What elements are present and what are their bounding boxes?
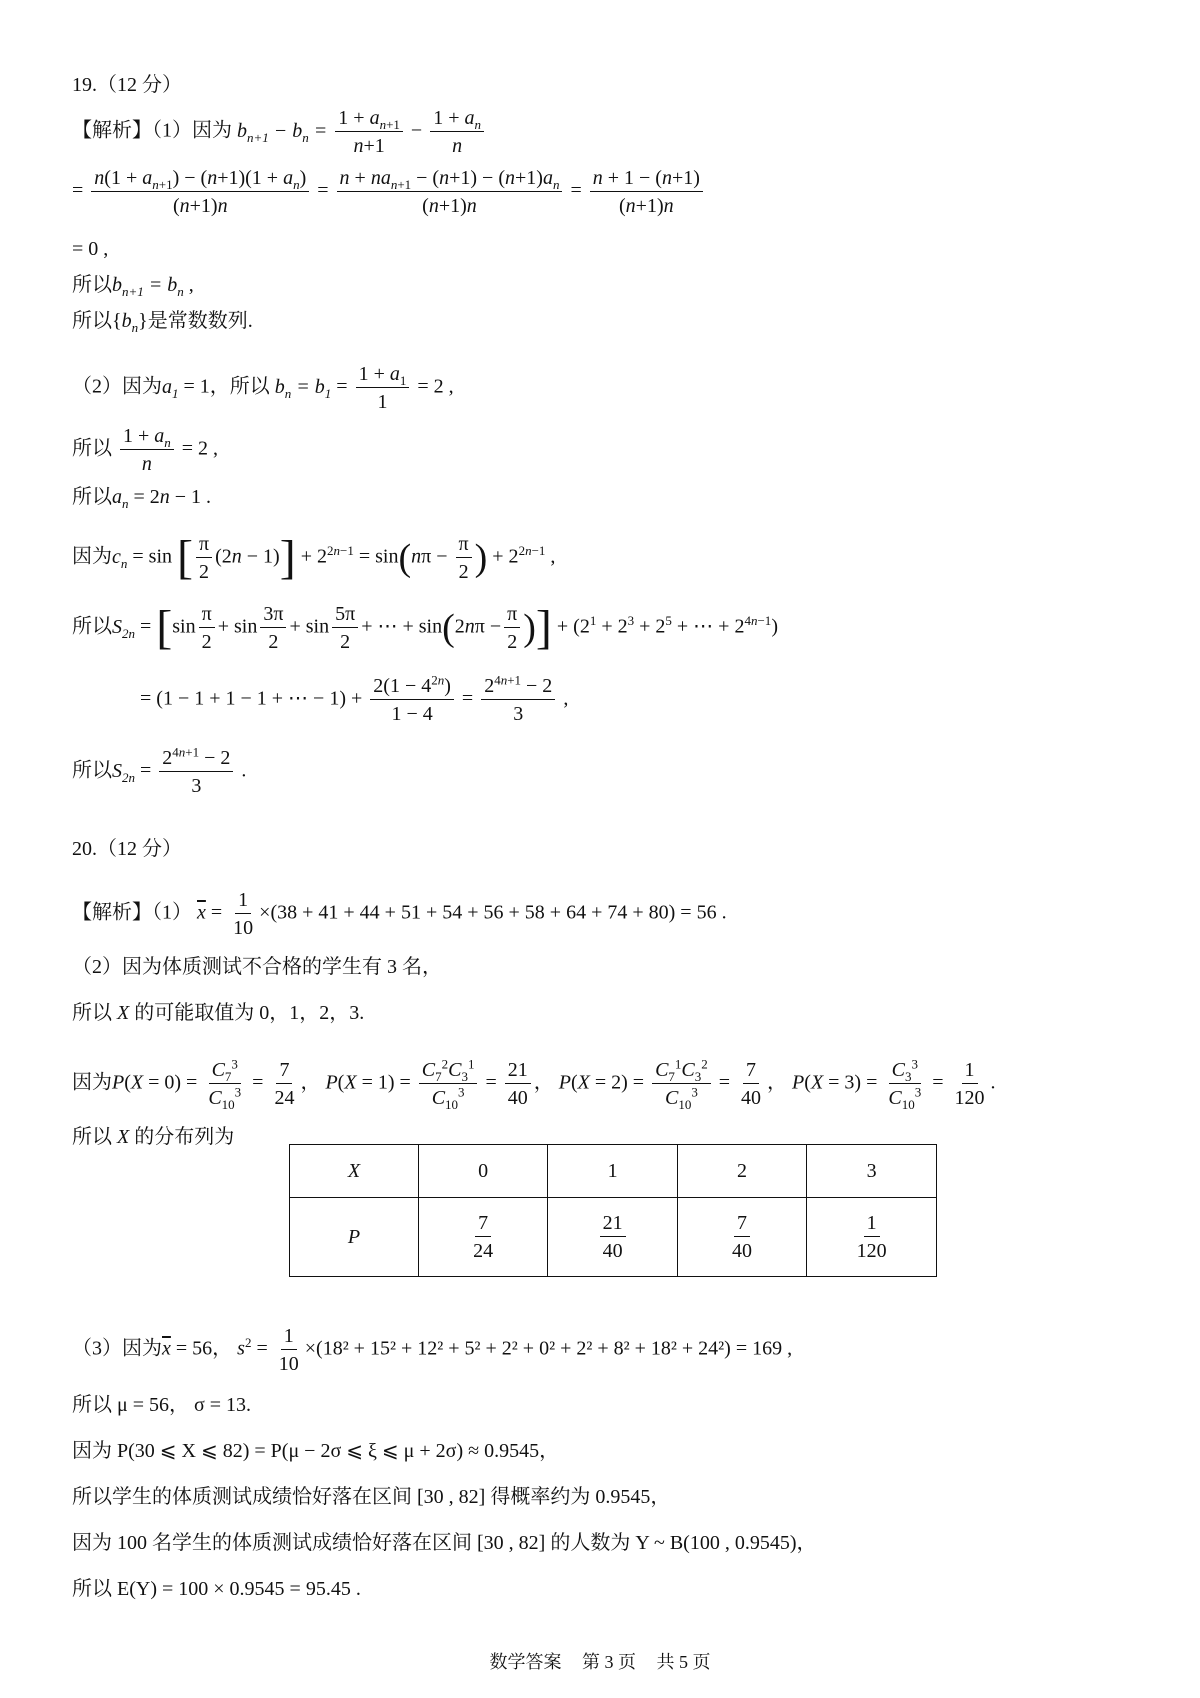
distribution-table [289, 1144, 937, 1277]
footer-page-number: 第 3 页 [582, 1652, 636, 1672]
p19-line-5: 所以$\{b_n\}$是常数数列. [72, 310, 253, 335]
table-header-cell: X [290, 1145, 419, 1198]
table-cell: 0 [418, 1145, 547, 1198]
p20-line-1: 【解析】（1） $\overline{x}$ = $\frac{1}{10}$ ×(38 + 41 + 44 + 51 + 54 + 56 + 58 + 64 + 74 + 80) = 56 . [72, 889, 727, 939]
problem-20-header: 20.（12 分） [72, 838, 182, 860]
footer-subject: 数学答案 [489, 1652, 562, 1672]
table-cell: $\frac{7}{24}$ [418, 1198, 547, 1277]
table-cell: 1 [548, 1145, 677, 1198]
table-cell: $\frac{21}{40}$ [548, 1198, 677, 1277]
fraction: $\frac{1 + a_{n+1}}{n+1}$ [335, 108, 403, 156]
p19-line-4: 所以$b_{n+1} = b_n$ , [72, 274, 194, 299]
problem-19-header: 19.（12 分） [72, 74, 182, 96]
fraction: $\frac{2^{4n+1} - 2}{3}$ [159, 748, 233, 796]
fraction: $\frac{n + 1 - (n+1)}{(n+1)n}$ [590, 168, 703, 216]
table-row [290, 1198, 937, 1277]
fraction: $\frac{1}{10}$ [233, 889, 254, 939]
p19-line-12: 所以$S_{2n}$ = $\frac{2^{4n+1} - 2}{3}$ . [72, 744, 247, 797]
page-footer [0, 1650, 1200, 1674]
p19-line-9: 因为$c_n = \sin$ [ $\frac{\pi}{2}$ $(2n - 1)] + 2^{2n-1} = \sin(n\pi$ − $\frac{\pi}{2}$ ) + $2^{2n-1}$ , [72, 531, 556, 584]
fraction: $\frac{n + na_{n+1} - (n+1) - (n+1)a_n}{(n+1)n}$ [337, 168, 563, 216]
table-cell: 3 [807, 1145, 937, 1198]
p19-line-3: = 0 , [72, 238, 109, 260]
fraction: $\frac{2^{4n+1} - 2}{3}$ [481, 676, 555, 724]
p20-line-8: 因为 P(30 ⩽ X ⩽ 82) = P(μ − 2σ ⩽ ξ ⩽ μ + 2σ) ≈ 0.9545， [72, 1440, 560, 1462]
p20-line-10: 因为 100 名学生的体质测试成绩恰好落在区间 [30 , 82] 的人数为 Y ~ B(100 , 0.9545)， [72, 1532, 817, 1554]
fraction: $\frac{1 + a_n}{n}$ [430, 108, 484, 156]
table-header-cell: P [290, 1198, 419, 1277]
p20-line-9: 所以学生的体质测试成绩恰好落在区间 [30 , 82] 得概率约为 0.9545， [72, 1486, 671, 1508]
fraction: $\frac{1 + a_n}{n}$ [120, 426, 174, 474]
fraction: $\frac{1 + a_1}{1}$ [356, 364, 410, 412]
footer-total-pages: 共 5 页 [656, 1652, 711, 1672]
p20-line-2: （2）因为体质测试不合格的学生有 3 名， [72, 956, 442, 978]
p19-line-6: （2）因为$a_1 = 1$，所以 $b_n = b_1$ = $\frac{1 + a_1}{1}$ = 2 , [72, 363, 454, 413]
p19-line-10: 所以$S_{2n} = [\sin$ $\frac{\pi}{2}$ + sin $\frac{3\pi}{2}$ + sin $\frac{5\pi}{2}$ + ⋯ + sin(2nπ − $\frac{\pi}{2}$ )] + ($2^1 + 2^3 + 2^5$ + ⋯ + $2^{4n-1}$) [72, 601, 778, 654]
p20-line-6: （3）因为$\overline{x} = 56$， $s^2$ = $\frac{1}{10}$ ×(18² + 15² + 12² + 5² + 2² + 0² + 2² + 8² + 18² + 24²) = 169 , [72, 1325, 793, 1375]
table-cell: 2 [677, 1145, 806, 1198]
p19-line-1: 【解析】（1）因为 $b_{n+1} - b_n$ = $\frac{1 + a_{n+1}}{n+1}$ − $\frac{1 + a_n}{n}$ [72, 108, 487, 156]
fraction: $\frac{2(1 - 4^{2n})}{1 - 4}$ [370, 676, 454, 724]
math-expr: $b_{n+1} - b_n$ = [237, 119, 328, 145]
part1-prefix: （1）因为 [152, 119, 232, 142]
p20-line-7: 所以 μ = 56， σ = 13. [72, 1394, 252, 1416]
table-cell: $\frac{7}{40}$ [677, 1198, 806, 1277]
p19-line-7: 所以 $\frac{1 + a_n}{n}$ = 2 , [72, 425, 219, 475]
p20-line-11: 所以 E(Y) = 100 × 0.9545 = 95.45 . [72, 1578, 361, 1600]
p19-line-8: 所以$a_n = 2n - 1$ . [72, 486, 212, 511]
p20-line-4: 因为P(X = 0) = $\frac{C_7^3}{C_{10}^3}$ = $\frac{7}{24}$ ， P(X = 1) = $\frac{C_7^2C_3^1}{C_{10}^3}$ = $\frac{21}{40}$ ， P(X = 2) = $\frac{C_7^1C_3^2}{C_{10}^3}$ = $\frac{7}{40}$ ， P(X = 3) = $\frac{C_3^3}{C_{10}^3}$ = $\frac{1}{120}$ . [72, 1056, 996, 1112]
p19-line-2: = $\frac{n(1 + a_{n+1}) - (n+1)(1 + a_n)}{(n+1)n}$ = $\frac{n + na_{n+1} - (n+1) - (n+1)a_n}{(n+1)n}$ = $\frac{n + 1 - (n+1)}{(n+1)n}$ [72, 168, 706, 216]
mean-expression: ×(38 + 41 + 44 + 51 + 54 + 56 + 58 + 64 + 74 + 80) = 56 [259, 901, 717, 924]
variance-expression: ×(18² + 15² + 12² + 5² + 2² + 0² + 2² + 8² + 18² + 24²) = 169 [304, 1337, 783, 1360]
analysis-tag: 【解析】 [72, 119, 152, 142]
table-row [290, 1145, 937, 1198]
fraction: $\frac{n(1 + a_{n+1}) - (n+1)(1 + a_n)}{(n+1)n}$ [91, 168, 309, 216]
p20-line-3: 所以 X 的可能取值为 0，1，2，3. [72, 1002, 365, 1024]
p19-line-11: = (1 − 1 + 1 − 1 + ⋯ − 1) + $\frac{2(1 - 4^{2n})}{1 - 4}$ = $\frac{2^{4n+1} - 2}{3}$ , [140, 672, 569, 725]
fraction: $\frac{1}{10}$ [278, 1325, 299, 1375]
table-cell: $\frac{1}{120}$ [807, 1198, 937, 1277]
p20-line-5: 所以 X 的分布列为 [72, 1126, 235, 1148]
